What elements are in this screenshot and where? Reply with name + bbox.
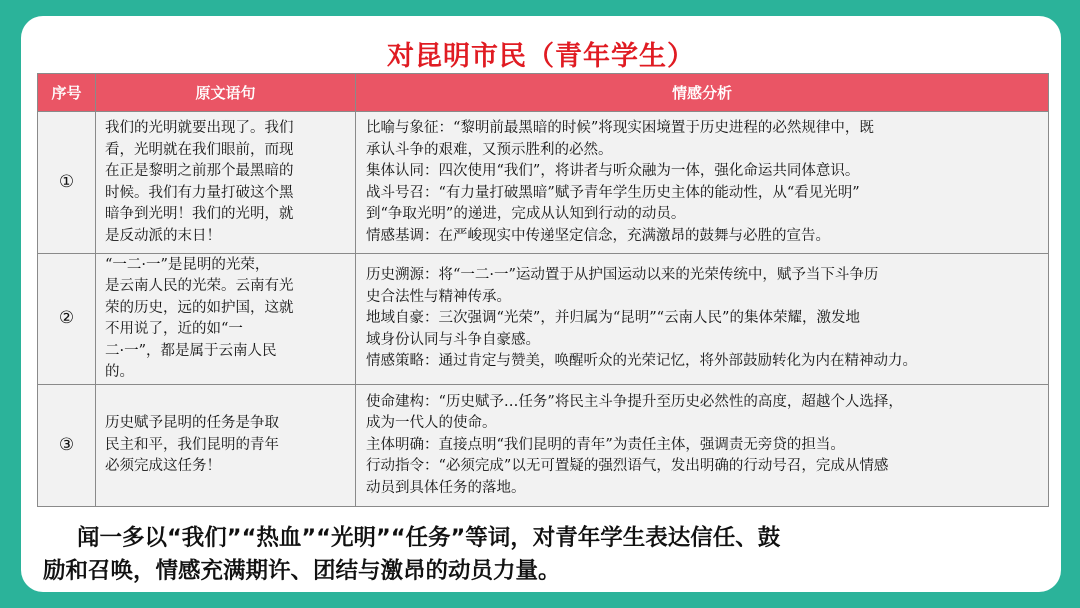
- analysis-line: 历史溯源：将“一二·一”运动置于从护国运动以来的光荣传统中，赋予当下斗争历: [366, 267, 879, 284]
- analysis-line: 地域自豪：三次强调“光荣”，并归属为“昆明”“云南人民”的集体荣耀，激发地: [366, 310, 860, 327]
- table-header-row: [38, 74, 1049, 112]
- table-row: [38, 254, 1049, 385]
- analysis-line: 行动指令：“必须完成”以无可置疑的强烈语气，发出明确的行动号召，完成从情感: [366, 458, 889, 475]
- analysis-line: 域身份认同与斗争自豪感。: [366, 331, 540, 348]
- original-quote: 历史赋予昆明的任务是争取 民主和平，我们昆明的青年 必须完成这任务！: [96, 385, 356, 507]
- analysis-line: 史合法性与精神传承。: [366, 288, 511, 305]
- original-quote: “一二·一”是昆明的光荣， 是云南人民的光荣。云南有光 荣的历史，远的如护国，这就 不用说了，近的如“一 二·一”，都是属于云南人民 的。: [96, 254, 356, 385]
- table-row: [38, 112, 1049, 254]
- analysis-table: [37, 73, 1049, 507]
- analysis-line: 情感基调：在严峻现实中传递坚定信念，充满激昂的鼓舞与必胜的宣告。: [366, 227, 830, 244]
- analysis-line: 情感策略：通过肯定与赞美，唤醒听众的光荣记忆，将外部鼓励转化为内在精神动力。: [366, 353, 917, 370]
- analysis-line: 到“争取光明”的递进，完成从认知到行动的动员。: [366, 206, 686, 222]
- original-quote: 我们的光明就要出现了。我们 看，光明就在我们眼前，而现 在正是黎明之前那个最黑暗的 时候。我们有力量打破这个黑 暗争到光明！我们的光明，就 是反动派的末日！: [96, 112, 356, 254]
- row-number: ②: [38, 254, 96, 385]
- analysis-line: 承认斗争的艰难，又预示胜利的必然。: [366, 141, 613, 158]
- table-row: [38, 385, 1049, 507]
- header-original: 原文语句: [96, 74, 356, 112]
- analysis-line: 集体认同：四次使用“我们”，将讲者与听众融为一体，强化命运共同体意识。: [366, 163, 860, 179]
- row-number: ③: [38, 385, 96, 507]
- row-number: ①: [38, 112, 96, 254]
- header-num: 序号: [38, 74, 96, 112]
- summary-line: 闻一多以“我们”“热血”“光明”“任务”等词，对青年学生表达信任、鼓: [77, 525, 781, 551]
- analysis-line: 成为一代人的使命。: [366, 415, 497, 432]
- summary-text: [43, 522, 1043, 588]
- analysis-line: 动员到具体任务的落地。: [366, 479, 526, 496]
- header-analysis: 情感分析: [356, 74, 1049, 112]
- analysis-line: 使命建构：“历史赋予…任务”将民主斗争提升至历史必然性的高度，超越个人选择，: [366, 393, 903, 410]
- analysis-cell: [356, 254, 1049, 385]
- analysis-cell: [356, 112, 1049, 254]
- analysis-cell: [356, 385, 1049, 507]
- content-card: [21, 16, 1061, 592]
- analysis-line: 比喻与象征：“黎明前最黑暗的时候”将现实困境置于历史进程的必然规律中，既: [366, 120, 874, 136]
- analysis-line: 战斗号召：“有力量打破黑暗”赋予青年学生历史主体的能动性，从“看见光明”: [366, 184, 860, 201]
- analysis-line: 主体明确：直接点明“我们昆明的青年”为责任主体，强调责无旁贷的担当。: [366, 436, 845, 453]
- page-title: 对昆明市民（青年学生）: [387, 41, 695, 72]
- summary-line: 励和召唤，情感充满期许、团结与激昂的动员力量。: [43, 558, 561, 584]
